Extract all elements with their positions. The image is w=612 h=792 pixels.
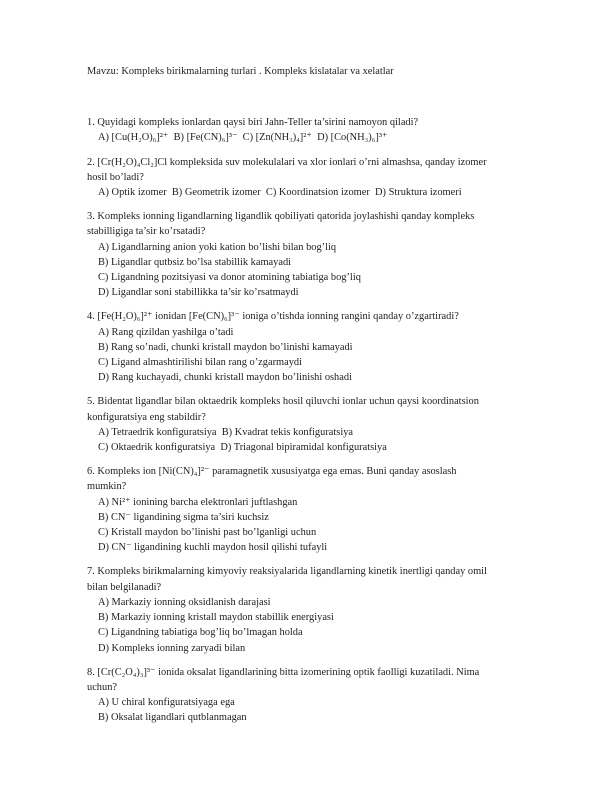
option-line: A) Ni²⁺ ionining barcha elektronlari juftlashgan [98,496,298,508]
question-options [87,695,554,725]
option-line: C) Kristall maydon bo’linishi past bo’lganligi uchun [98,527,317,539]
question-text-line: konfiguratsiya eng stabildir? [87,411,206,423]
document-title: Mavzu: Kompleks birikmalarning turlari . Kompleks kislatalar va xelatlar [87,66,394,77]
option-line: A) Optik izomer B) Geometrik izomer C) Koordinatsion izomer D) Struktura izomeri [98,187,462,199]
option-line: A) Tetraedrik konfiguratsiya B) Kvadrat tekis konfiguratsiya [98,426,354,438]
question-block [87,155,554,201]
option-line: D) CN⁻ ligandining kuchli maydon hosil qilishi tufayli [98,542,328,554]
question-block [87,464,554,555]
question-block [87,394,554,455]
question-options [87,240,554,301]
option-line: B) Oksalat ligandlari qutblanmagan [98,712,247,724]
question-text-line: 7. Kompleks birikmalarning kimyoviy reaksiyalarida ligandlarning kinetik inertligi qanday omil [87,566,487,578]
question-options [87,495,554,556]
question-block [87,309,554,385]
question-text-line: uchun? [87,681,118,693]
question-text-line: 1. Quyidagi kompleks ionlardan qaysi biri Jahn-Teller ta’sirini namoyon qiladi? [87,117,419,129]
option-line: D) Ligandlar soni stabillikka ta’sir ko’rsatmaydi [98,287,299,299]
question-text-line: 8. [Cr(C₂O₄)₃]³⁻ ionida oksalat ligandlarining bitta izomerining optik faolligi kuzatiladi. Nima [87,666,480,678]
question-block [87,665,554,726]
question-text [87,115,554,130]
option-line: A) Markaziy ionning oksidlanish darajasi [98,596,271,608]
option-line: C) Oktaedrik konfiguratsiya D) Triagonal bipiramidal konfiguratsiya [98,442,387,454]
question-options [87,325,554,386]
question-text [87,155,554,185]
question-text-line: 6. Kompleks ion [Ni(CN)₄]²⁻ paramagnetik xususiyatga ega emas. Buni qanday asoslash [87,466,457,478]
question-options [87,595,554,656]
question-list [87,115,554,725]
option-line: A) [Cu(H₂O)₆]²⁺ B) [Fe(CN)₆]³⁻ C) [Zn(NH₃)₄]²⁺ D) [Co(NH₃)₆]³⁺ [98,132,388,144]
option-line: C) Ligandning tabiatiga bog’liq bo’lmagan holda [98,627,303,639]
question-text [87,209,554,239]
option-line: C) Ligand almashtirilishi bilan rang o’zgarmaydi [98,357,303,369]
question-options [87,425,554,455]
question-block [87,209,554,300]
question-text-line: 4. [Fe(H₂O)₆]²⁺ ionidan [Fe(CN)₆]³⁻ ioniga o’tishda ionning rangini qanday o’zgartiradi? [87,311,459,323]
question-block [87,564,554,655]
question-text-line: mumkin? [87,481,127,493]
option-line: D) Kompleks ionning zaryadi bilan [98,642,246,654]
option-line: D) Rang kuchayadi, chunki kristall maydon bo’linishi oshadi [98,372,352,384]
question-text-line: 2. [Cr(H₂O)₄Cl₂]Cl kompleksida suv molekulalari va xlor ionlari o’rni almashsa, qanday izomer [87,156,487,168]
question-text [87,394,554,424]
option-line: B) Ligandlar qutbsiz bo’lsa stabillik kamayadi [98,256,292,268]
option-line: B) CN⁻ ligandining sigma ta’siri kuchsiz [98,511,269,523]
question-options [87,185,554,200]
question-text [87,665,554,695]
question-text-line: bilan belgilanadi? [87,581,162,593]
question-text-line: hosil bo’ladi? [87,171,144,183]
option-line: B) Markaziy ionning kristall maydon stabillik energiyasi [98,612,334,624]
question-text [87,309,554,324]
question-options [87,130,554,145]
option-line: A) U chiral konfiguratsiyaga ega [98,697,235,709]
question-text [87,464,554,494]
question-block [87,115,554,145]
question-text-line: 5. Bidentat ligandlar bilan oktaedrik kompleks hosil qiluvchi ionlar uchun qaysi koordinatsion [87,396,479,408]
question-text [87,564,554,594]
option-line: B) Rang so’nadi, chunki kristall maydon bo’linishi kamayadi [98,341,353,353]
option-line: C) Ligandning pozitsiyasi va donor atomining tabiatiga bog’liq [98,272,361,284]
question-text-line: stabilligiga ta’sir ko’rsatadi? [87,226,206,238]
question-text-line: 3. Kompleks ionning ligandlarning ligandlik qobiliyati qatorida joylashishi qanday kompleks [87,211,475,223]
option-line: A) Rang qizildan yashilga o’tadi [98,326,234,338]
option-line: A) Ligandlarning anion yoki kation bo’lishi bilan bog’liq [98,241,337,253]
